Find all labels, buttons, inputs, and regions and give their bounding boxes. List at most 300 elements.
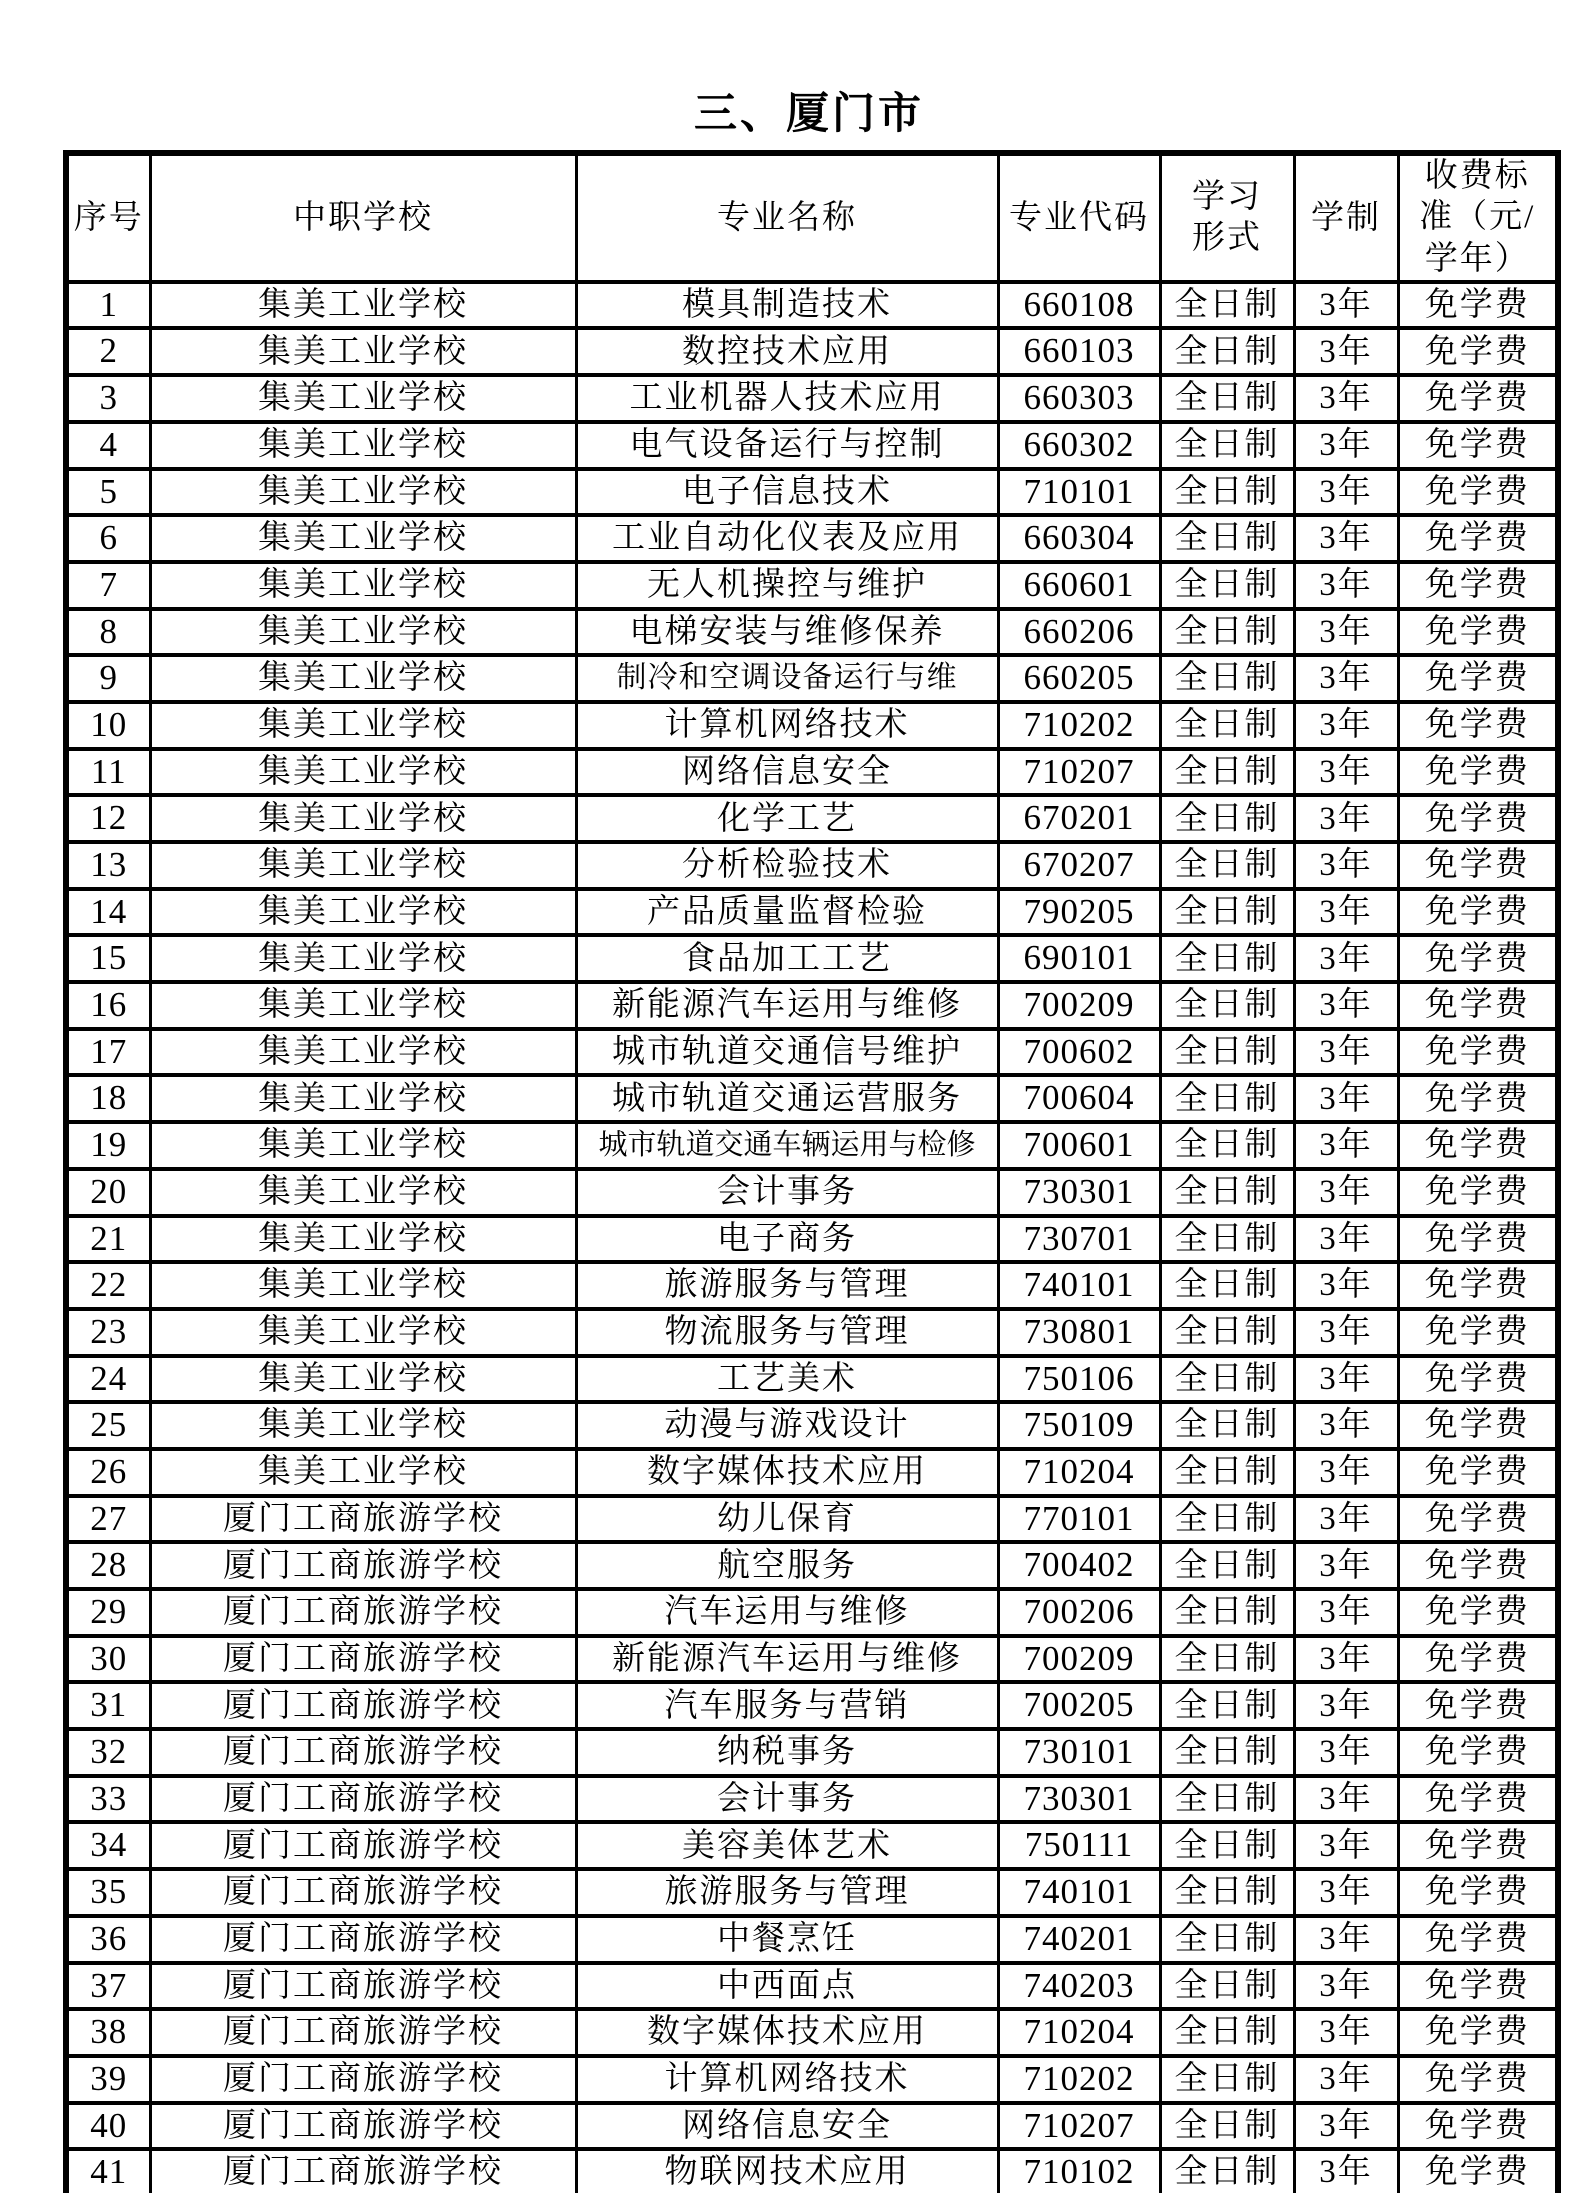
cell-school: 集美工业学校 (150, 469, 576, 516)
cell-serial: 37 (66, 1963, 150, 2010)
cell-school: 集美工业学校 (150, 1262, 576, 1309)
col-header-study-form (1160, 153, 1294, 282)
cell-school: 集美工业学校 (150, 702, 576, 749)
table-row (66, 328, 1558, 375)
cell-duration: 3年 (1294, 375, 1398, 422)
cell-school: 厦门工商旅游学校 (150, 2103, 576, 2150)
cell-fee: 免学费 (1398, 842, 1558, 889)
cell-fee: 免学费 (1398, 1729, 1558, 1776)
cell-school: 集美工业学校 (150, 1449, 576, 1496)
cell-major-code: 770101 (998, 1496, 1160, 1543)
cell-school: 集美工业学校 (150, 1216, 576, 1263)
cell-fee: 免学费 (1398, 1916, 1558, 1963)
cell-serial: 15 (66, 935, 150, 982)
cell-fee: 免学费 (1398, 1963, 1558, 2010)
cell-major-name: 制冷和空调设备运行与维 (576, 655, 998, 702)
tuition-fee-table (63, 150, 1561, 2193)
table-row (66, 1636, 1558, 1683)
cell-study-form: 全日制 (1160, 795, 1294, 842)
cell-major-code: 700602 (998, 1029, 1160, 1076)
cell-fee: 免学费 (1398, 1402, 1558, 1449)
table-row (66, 1075, 1558, 1122)
cell-major-name: 无人机操控与维护 (576, 562, 998, 609)
cell-school: 厦门工商旅游学校 (150, 1869, 576, 1916)
table-row (66, 795, 1558, 842)
cell-duration: 3年 (1294, 1356, 1398, 1403)
cell-major-code: 660108 (998, 282, 1160, 329)
cell-serial: 34 (66, 1822, 150, 1869)
cell-serial: 22 (66, 1262, 150, 1309)
cell-school: 集美工业学校 (150, 1169, 576, 1216)
table-row (66, 2103, 1558, 2150)
table-row (66, 655, 1558, 702)
cell-serial: 4 (66, 422, 150, 469)
cell-major-name: 新能源汽车运用与维修 (576, 1636, 998, 1683)
cell-serial: 1 (66, 282, 150, 329)
cell-major-name: 城市轨道交通信号维护 (576, 1029, 998, 1076)
col-header-school (150, 153, 576, 282)
cell-study-form: 全日制 (1160, 655, 1294, 702)
cell-school: 集美工业学校 (150, 1356, 576, 1403)
cell-duration: 3年 (1294, 609, 1398, 656)
cell-duration: 3年 (1294, 2149, 1398, 2193)
cell-fee: 免学费 (1398, 1075, 1558, 1122)
cell-duration: 3年 (1294, 1682, 1398, 1729)
cell-major-code: 750109 (998, 1402, 1160, 1449)
cell-major-name: 中餐烹饪 (576, 1916, 998, 1963)
cell-study-form: 全日制 (1160, 1216, 1294, 1263)
cell-major-name: 城市轨道交通运营服务 (576, 1075, 998, 1122)
cell-fee: 免学费 (1398, 935, 1558, 982)
table-row (66, 422, 1558, 469)
cell-major-code: 730301 (998, 1776, 1160, 1823)
cell-study-form: 全日制 (1160, 1963, 1294, 2010)
cell-duration: 3年 (1294, 469, 1398, 516)
cell-major-code: 690101 (998, 935, 1160, 982)
cell-school: 集美工业学校 (150, 328, 576, 375)
cell-fee: 免学费 (1398, 328, 1558, 375)
col-header-fee-standard-label: 收费标准（元/学年） (1419, 158, 1536, 277)
cell-fee: 免学费 (1398, 282, 1558, 329)
cell-serial: 20 (66, 1169, 150, 1216)
table-row (66, 1729, 1558, 1776)
cell-duration: 3年 (1294, 795, 1398, 842)
cell-study-form: 全日制 (1160, 1682, 1294, 1729)
col-header-duration (1294, 153, 1398, 282)
cell-major-code: 670201 (998, 795, 1160, 842)
table-row (66, 982, 1558, 1029)
table-body (66, 282, 1558, 2193)
cell-major-name: 物联网技术应用 (576, 2149, 998, 2193)
cell-serial: 16 (66, 982, 150, 1029)
cell-major-code: 700604 (998, 1075, 1160, 1122)
cell-study-form: 全日制 (1160, 749, 1294, 796)
cell-study-form: 全日制 (1160, 1822, 1294, 1869)
cell-school: 厦门工商旅游学校 (150, 1822, 576, 1869)
cell-fee: 免学费 (1398, 702, 1558, 749)
cell-major-name: 纳税事务 (576, 1729, 998, 1776)
table-row (66, 702, 1558, 749)
table-row (66, 469, 1558, 516)
cell-serial: 30 (66, 1636, 150, 1683)
cell-school: 厦门工商旅游学校 (150, 2149, 576, 2193)
cell-study-form: 全日制 (1160, 1496, 1294, 1543)
cell-serial: 14 (66, 889, 150, 936)
col-header-fee-standard (1398, 153, 1558, 282)
cell-serial: 13 (66, 842, 150, 889)
cell-fee: 免学费 (1398, 609, 1558, 656)
table-row (66, 1776, 1558, 1823)
cell-major-code: 730301 (998, 1169, 1160, 1216)
cell-major-code: 660206 (998, 609, 1160, 656)
cell-major-name: 物流服务与管理 (576, 1309, 998, 1356)
cell-serial: 7 (66, 562, 150, 609)
cell-duration: 3年 (1294, 1216, 1398, 1263)
cell-major-code: 730801 (998, 1309, 1160, 1356)
cell-duration: 3年 (1294, 2056, 1398, 2103)
cell-major-code: 700205 (998, 1682, 1160, 1729)
cell-major-code: 740101 (998, 1869, 1160, 1916)
cell-fee: 免学费 (1398, 1029, 1558, 1076)
cell-fee: 免学费 (1398, 1776, 1558, 1823)
cell-major-name: 会计事务 (576, 1776, 998, 1823)
cell-major-code: 710207 (998, 749, 1160, 796)
cell-study-form: 全日制 (1160, 515, 1294, 562)
cell-study-form: 全日制 (1160, 375, 1294, 422)
cell-serial: 33 (66, 1776, 150, 1823)
cell-major-name: 工业自动化仪表及应用 (576, 515, 998, 562)
cell-serial: 5 (66, 469, 150, 516)
cell-fee: 免学费 (1398, 1589, 1558, 1636)
cell-serial: 27 (66, 1496, 150, 1543)
cell-serial: 2 (66, 328, 150, 375)
cell-major-name: 数控技术应用 (576, 328, 998, 375)
cell-fee: 免学费 (1398, 1262, 1558, 1309)
cell-duration: 3年 (1294, 1449, 1398, 1496)
cell-fee: 免学费 (1398, 2056, 1558, 2103)
cell-major-code: 660302 (998, 422, 1160, 469)
cell-major-code: 750111 (998, 1822, 1160, 1869)
cell-serial: 24 (66, 1356, 150, 1403)
cell-study-form: 全日制 (1160, 1449, 1294, 1496)
cell-serial: 26 (66, 1449, 150, 1496)
table-row (66, 609, 1558, 656)
table-row (66, 1822, 1558, 1869)
cell-duration: 3年 (1294, 1916, 1398, 1963)
cell-fee: 免学费 (1398, 1822, 1558, 1869)
cell-duration: 3年 (1294, 1636, 1398, 1683)
cell-major-code: 710102 (998, 2149, 1160, 2193)
cell-duration: 3年 (1294, 1776, 1398, 1823)
cell-duration: 3年 (1294, 1402, 1398, 1449)
cell-major-name: 网络信息安全 (576, 2103, 998, 2150)
cell-duration: 3年 (1294, 422, 1398, 469)
cell-major-name: 动漫与游戏设计 (576, 1402, 998, 1449)
cell-duration: 3年 (1294, 515, 1398, 562)
cell-serial: 17 (66, 1029, 150, 1076)
cell-duration: 3年 (1294, 562, 1398, 609)
cell-serial: 8 (66, 609, 150, 656)
cell-study-form: 全日制 (1160, 889, 1294, 936)
cell-major-code: 700209 (998, 1636, 1160, 1683)
cell-major-code: 670207 (998, 842, 1160, 889)
cell-study-form: 全日制 (1160, 2149, 1294, 2193)
cell-major-code: 700206 (998, 1589, 1160, 1636)
cell-study-form: 全日制 (1160, 562, 1294, 609)
cell-duration: 3年 (1294, 1309, 1398, 1356)
cell-school: 厦门工商旅游学校 (150, 2009, 576, 2056)
table-row (66, 1496, 1558, 1543)
col-header-school-label: 中职学校 (293, 199, 433, 236)
cell-major-name: 网络信息安全 (576, 749, 998, 796)
cell-major-code: 750106 (998, 1356, 1160, 1403)
cell-study-form: 全日制 (1160, 1402, 1294, 1449)
cell-duration: 3年 (1294, 1822, 1398, 1869)
table-row (66, 375, 1558, 422)
cell-serial: 21 (66, 1216, 150, 1263)
cell-fee: 免学费 (1398, 889, 1558, 936)
col-header-major-code-label: 专业代码 (1009, 199, 1149, 236)
cell-fee: 免学费 (1398, 1216, 1558, 1263)
cell-study-form: 全日制 (1160, 1262, 1294, 1309)
cell-fee: 免学费 (1398, 469, 1558, 516)
cell-duration: 3年 (1294, 1122, 1398, 1169)
cell-major-name: 航空服务 (576, 1542, 998, 1589)
cell-fee: 免学费 (1398, 1636, 1558, 1683)
cell-fee: 免学费 (1398, 562, 1558, 609)
table-row (66, 1869, 1558, 1916)
cell-fee: 免学费 (1398, 1122, 1558, 1169)
cell-major-code: 710207 (998, 2103, 1160, 2150)
cell-study-form: 全日制 (1160, 1589, 1294, 1636)
cell-school: 厦门工商旅游学校 (150, 1729, 576, 1776)
cell-fee: 免学费 (1398, 1309, 1558, 1356)
cell-study-form: 全日制 (1160, 422, 1294, 469)
cell-duration: 3年 (1294, 1169, 1398, 1216)
table-row (66, 935, 1558, 982)
cell-study-form: 全日制 (1160, 2056, 1294, 2103)
cell-study-form: 全日制 (1160, 1029, 1294, 1076)
cell-fee: 免学费 (1398, 1682, 1558, 1729)
cell-major-name: 计算机网络技术 (576, 2056, 998, 2103)
cell-fee: 免学费 (1398, 982, 1558, 1029)
cell-school: 集美工业学校 (150, 609, 576, 656)
cell-major-code: 740201 (998, 1916, 1160, 1963)
cell-major-code: 710101 (998, 469, 1160, 516)
cell-major-name: 旅游服务与管理 (576, 1262, 998, 1309)
cell-serial: 3 (66, 375, 150, 422)
cell-major-name: 模具制造技术 (576, 282, 998, 329)
cell-fee: 免学费 (1398, 2103, 1558, 2150)
cell-serial: 41 (66, 2149, 150, 2193)
table-row (66, 889, 1558, 936)
cell-fee: 免学费 (1398, 1449, 1558, 1496)
cell-school: 集美工业学校 (150, 795, 576, 842)
table-row (66, 515, 1558, 562)
cell-duration: 3年 (1294, 702, 1398, 749)
cell-study-form: 全日制 (1160, 982, 1294, 1029)
cell-school: 厦门工商旅游学校 (150, 1963, 576, 2010)
cell-duration: 3年 (1294, 328, 1398, 375)
cell-major-name: 化学工艺 (576, 795, 998, 842)
cell-school: 厦门工商旅游学校 (150, 1542, 576, 1589)
table-row (66, 1916, 1558, 1963)
cell-duration: 3年 (1294, 935, 1398, 982)
cell-major-code: 700402 (998, 1542, 1160, 1589)
cell-major-code: 660103 (998, 328, 1160, 375)
table-row (66, 1963, 1558, 2010)
table-row (66, 1589, 1558, 1636)
cell-school: 集美工业学校 (150, 375, 576, 422)
cell-major-code: 740101 (998, 1262, 1160, 1309)
cell-study-form: 全日制 (1160, 1869, 1294, 1916)
cell-duration: 3年 (1294, 282, 1398, 329)
table-row (66, 1309, 1558, 1356)
cell-school: 集美工业学校 (150, 889, 576, 936)
cell-duration: 3年 (1294, 842, 1398, 889)
cell-serial: 12 (66, 795, 150, 842)
table-row (66, 1402, 1558, 1449)
cell-major-code: 660205 (998, 655, 1160, 702)
cell-school: 集美工业学校 (150, 749, 576, 796)
cell-major-name: 食品加工工艺 (576, 935, 998, 982)
col-header-serial (66, 153, 150, 282)
cell-duration: 3年 (1294, 1729, 1398, 1776)
col-header-duration-label: 学制 (1311, 199, 1381, 236)
table-row (66, 842, 1558, 889)
cell-major-name: 中西面点 (576, 1963, 998, 2010)
cell-school: 厦门工商旅游学校 (150, 2056, 576, 2103)
cell-fee: 免学费 (1398, 1542, 1558, 1589)
cell-major-name: 城市轨道交通车辆运用与检修 (576, 1122, 998, 1169)
cell-school: 集美工业学校 (150, 1029, 576, 1076)
col-header-major-code (998, 153, 1160, 282)
table-row (66, 1122, 1558, 1169)
cell-fee: 免学费 (1398, 795, 1558, 842)
table-row (66, 2009, 1558, 2056)
cell-major-name: 美容美体艺术 (576, 1822, 998, 1869)
cell-study-form: 全日制 (1160, 2009, 1294, 2056)
cell-major-name: 数字媒体技术应用 (576, 1449, 998, 1496)
cell-serial: 38 (66, 2009, 150, 2056)
cell-serial: 6 (66, 515, 150, 562)
cell-school: 集美工业学校 (150, 515, 576, 562)
cell-fee: 免学费 (1398, 375, 1558, 422)
cell-fee: 免学费 (1398, 2009, 1558, 2056)
cell-school: 集美工业学校 (150, 1402, 576, 1449)
cell-fee: 免学费 (1398, 515, 1558, 562)
col-header-major-name (576, 153, 998, 282)
cell-school: 厦门工商旅游学校 (150, 1589, 576, 1636)
cell-school: 厦门工商旅游学校 (150, 1496, 576, 1543)
cell-study-form: 全日制 (1160, 1122, 1294, 1169)
cell-school: 集美工业学校 (150, 982, 576, 1029)
cell-fee: 免学费 (1398, 1496, 1558, 1543)
cell-duration: 3年 (1294, 1869, 1398, 1916)
cell-major-name: 会计事务 (576, 1169, 998, 1216)
cell-duration: 3年 (1294, 1542, 1398, 1589)
cell-study-form: 全日制 (1160, 842, 1294, 889)
table-row (66, 1169, 1558, 1216)
table-row (66, 1449, 1558, 1496)
cell-major-code: 740203 (998, 1963, 1160, 2010)
cell-study-form: 全日制 (1160, 1169, 1294, 1216)
cell-duration: 3年 (1294, 1589, 1398, 1636)
table-row (66, 1029, 1558, 1076)
cell-serial: 11 (66, 749, 150, 796)
col-header-major-name-label: 专业名称 (717, 199, 857, 236)
cell-major-code: 710204 (998, 1449, 1160, 1496)
cell-major-name: 计算机网络技术 (576, 702, 998, 749)
cell-duration: 3年 (1294, 1262, 1398, 1309)
cell-serial: 10 (66, 702, 150, 749)
cell-major-name: 幼儿保育 (576, 1496, 998, 1543)
cell-fee: 免学费 (1398, 655, 1558, 702)
cell-major-name: 数字媒体技术应用 (576, 2009, 998, 2056)
cell-serial: 19 (66, 1122, 150, 1169)
cell-study-form: 全日制 (1160, 1542, 1294, 1589)
cell-study-form: 全日制 (1160, 282, 1294, 329)
cell-study-form: 全日制 (1160, 1309, 1294, 1356)
cell-school: 集美工业学校 (150, 842, 576, 889)
cell-major-name: 电梯安装与维修保养 (576, 609, 998, 656)
cell-study-form: 全日制 (1160, 1776, 1294, 1823)
cell-school: 集美工业学校 (150, 562, 576, 609)
cell-serial: 25 (66, 1402, 150, 1449)
cell-school: 集美工业学校 (150, 1309, 576, 1356)
cell-serial: 23 (66, 1309, 150, 1356)
table-row (66, 2149, 1558, 2193)
cell-fee: 免学费 (1398, 749, 1558, 796)
header-row (66, 153, 1558, 282)
cell-serial: 18 (66, 1075, 150, 1122)
table-row (66, 1262, 1558, 1309)
cell-major-code: 700601 (998, 1122, 1160, 1169)
cell-serial: 35 (66, 1869, 150, 1916)
cell-duration: 3年 (1294, 889, 1398, 936)
cell-study-form: 全日制 (1160, 935, 1294, 982)
table-row (66, 562, 1558, 609)
cell-fee: 免学费 (1398, 2149, 1558, 2193)
cell-school: 厦门工商旅游学校 (150, 1776, 576, 1823)
table-row (66, 1216, 1558, 1263)
cell-major-name: 汽车运用与维修 (576, 1589, 998, 1636)
cell-study-form: 全日制 (1160, 1075, 1294, 1122)
table-row (66, 1356, 1558, 1403)
cell-school: 集美工业学校 (150, 1075, 576, 1122)
cell-study-form: 全日制 (1160, 609, 1294, 656)
cell-major-code: 660304 (998, 515, 1160, 562)
cell-serial: 36 (66, 1916, 150, 1963)
cell-serial: 31 (66, 1682, 150, 1729)
cell-serial: 29 (66, 1589, 150, 1636)
cell-study-form: 全日制 (1160, 2103, 1294, 2150)
cell-study-form: 全日制 (1160, 1916, 1294, 1963)
cell-fee: 免学费 (1398, 422, 1558, 469)
cell-major-code: 710204 (998, 2009, 1160, 2056)
table-row (66, 1542, 1558, 1589)
cell-major-code: 730101 (998, 1729, 1160, 1776)
cell-serial: 39 (66, 2056, 150, 2103)
cell-duration: 3年 (1294, 1496, 1398, 1543)
cell-major-name: 电子信息技术 (576, 469, 998, 516)
cell-major-code: 710202 (998, 2056, 1160, 2103)
cell-major-name: 分析检验技术 (576, 842, 998, 889)
cell-major-code: 730701 (998, 1216, 1160, 1263)
cell-study-form: 全日制 (1160, 469, 1294, 516)
cell-study-form: 全日制 (1160, 328, 1294, 375)
cell-school: 集美工业学校 (150, 655, 576, 702)
